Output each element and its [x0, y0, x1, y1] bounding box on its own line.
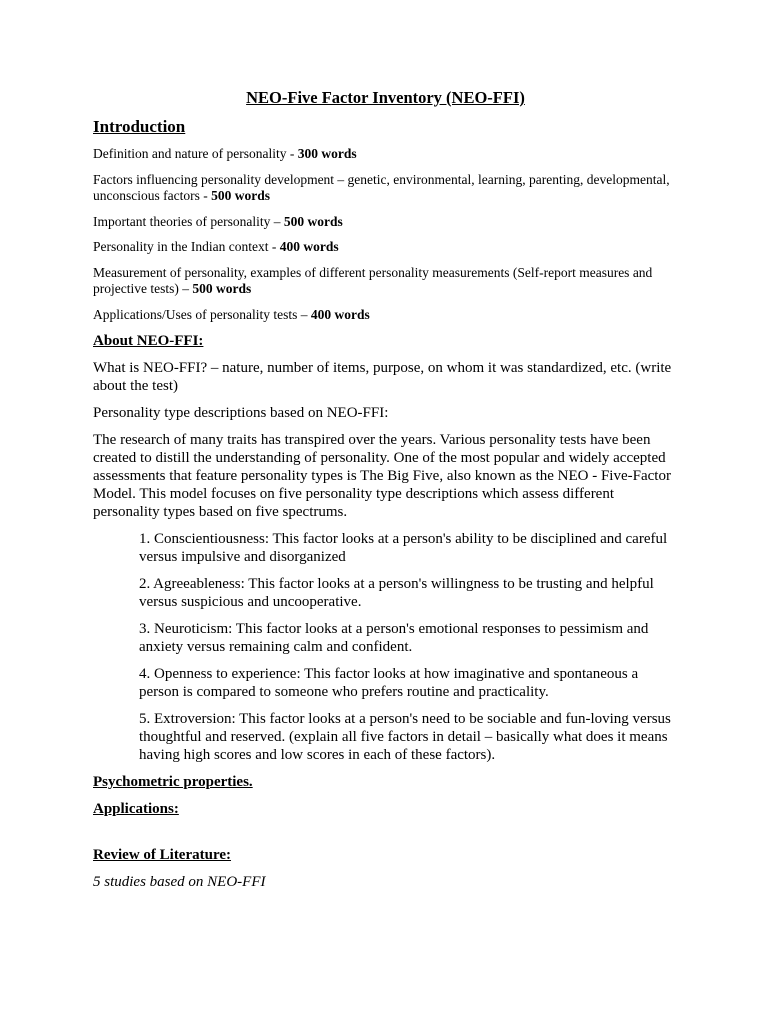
intro-item-applications: Applications/Uses of personality tests – 400 words [93, 306, 370, 322]
spacer [93, 827, 678, 846]
review-note: 5 studies based on NEO-FFI [93, 874, 266, 890]
document-title: NEO-Five Factor Inventory (NEO-FFI) [246, 88, 525, 107]
what-is-paragraph: What is NEO-FFI? – nature, number of items, purpose, on whom it was standardized, etc. (write about the test) [93, 360, 672, 394]
applications-heading: Applications: [93, 801, 179, 817]
factor-item-agreeableness: 2. Agreeableness: This factor looks at a person's willingness to be trusting and helpful versus suspicious and uncooperative. [139, 576, 654, 610]
factor-item-openness: 4. Openness to experience: This factor looks at how imaginative and spontaneous a person is compared to someone who prefers routine and practicality. [139, 666, 639, 700]
about-heading: About NEO-FFI: [93, 333, 204, 349]
intro-item-factors: Factors influencing personality development – genetic, environmental, learning, parenting, developmental, unconscious factors - 500 words [93, 171, 670, 203]
research-paragraph: The research of many traits has transpired over the years. Various personality tests have been created to distill the understanding of personality. One of the most popular and widely accepted assessments that feature personality types is The Big Five, also known as the NEO - Five-Factor Model. This model focuses on five personality type descriptions which assess different personality types based on five spectrums. [93, 432, 671, 520]
intro-item-theories: Important theories of personality – 500 words [93, 213, 343, 229]
intro-item-indian-context: Personality in the Indian context - 400 words [93, 239, 339, 254]
intro-item-measurement: Measurement of personality, examples of different personality measurements (Self-report measures and projective tests) – 500 words [93, 264, 653, 296]
factor-item-conscientiousness: 1. Conscientiousness: This factor looks at a person's ability to be disciplined and careful versus impulsive and disorganized [139, 531, 668, 565]
factor-item-extroversion: 5. Extroversion: This factor looks at a person's need to be sociable and fun-loving versus thoughtful and reserved. (explain all five factors in detail – basically what does it means having high scores and low scores in each of these factors). [139, 711, 671, 763]
descriptions-label: Personality type descriptions based on NEO-FFI: [93, 405, 389, 421]
document-page [93, 88, 678, 891]
review-heading: Review of Literature: [93, 847, 232, 863]
intro-item-definition: Definition and nature of personality - 300 words [93, 146, 357, 161]
introduction-heading: Introduction [93, 117, 186, 136]
psychometric-heading: Psychometric properties. [93, 774, 253, 790]
factor-item-neuroticism: 3. Neuroticism: This factor looks at a person's emotional responses to pessimism and anxiety versus remaining calm and confident. [139, 621, 649, 655]
factor-list [93, 530, 678, 764]
